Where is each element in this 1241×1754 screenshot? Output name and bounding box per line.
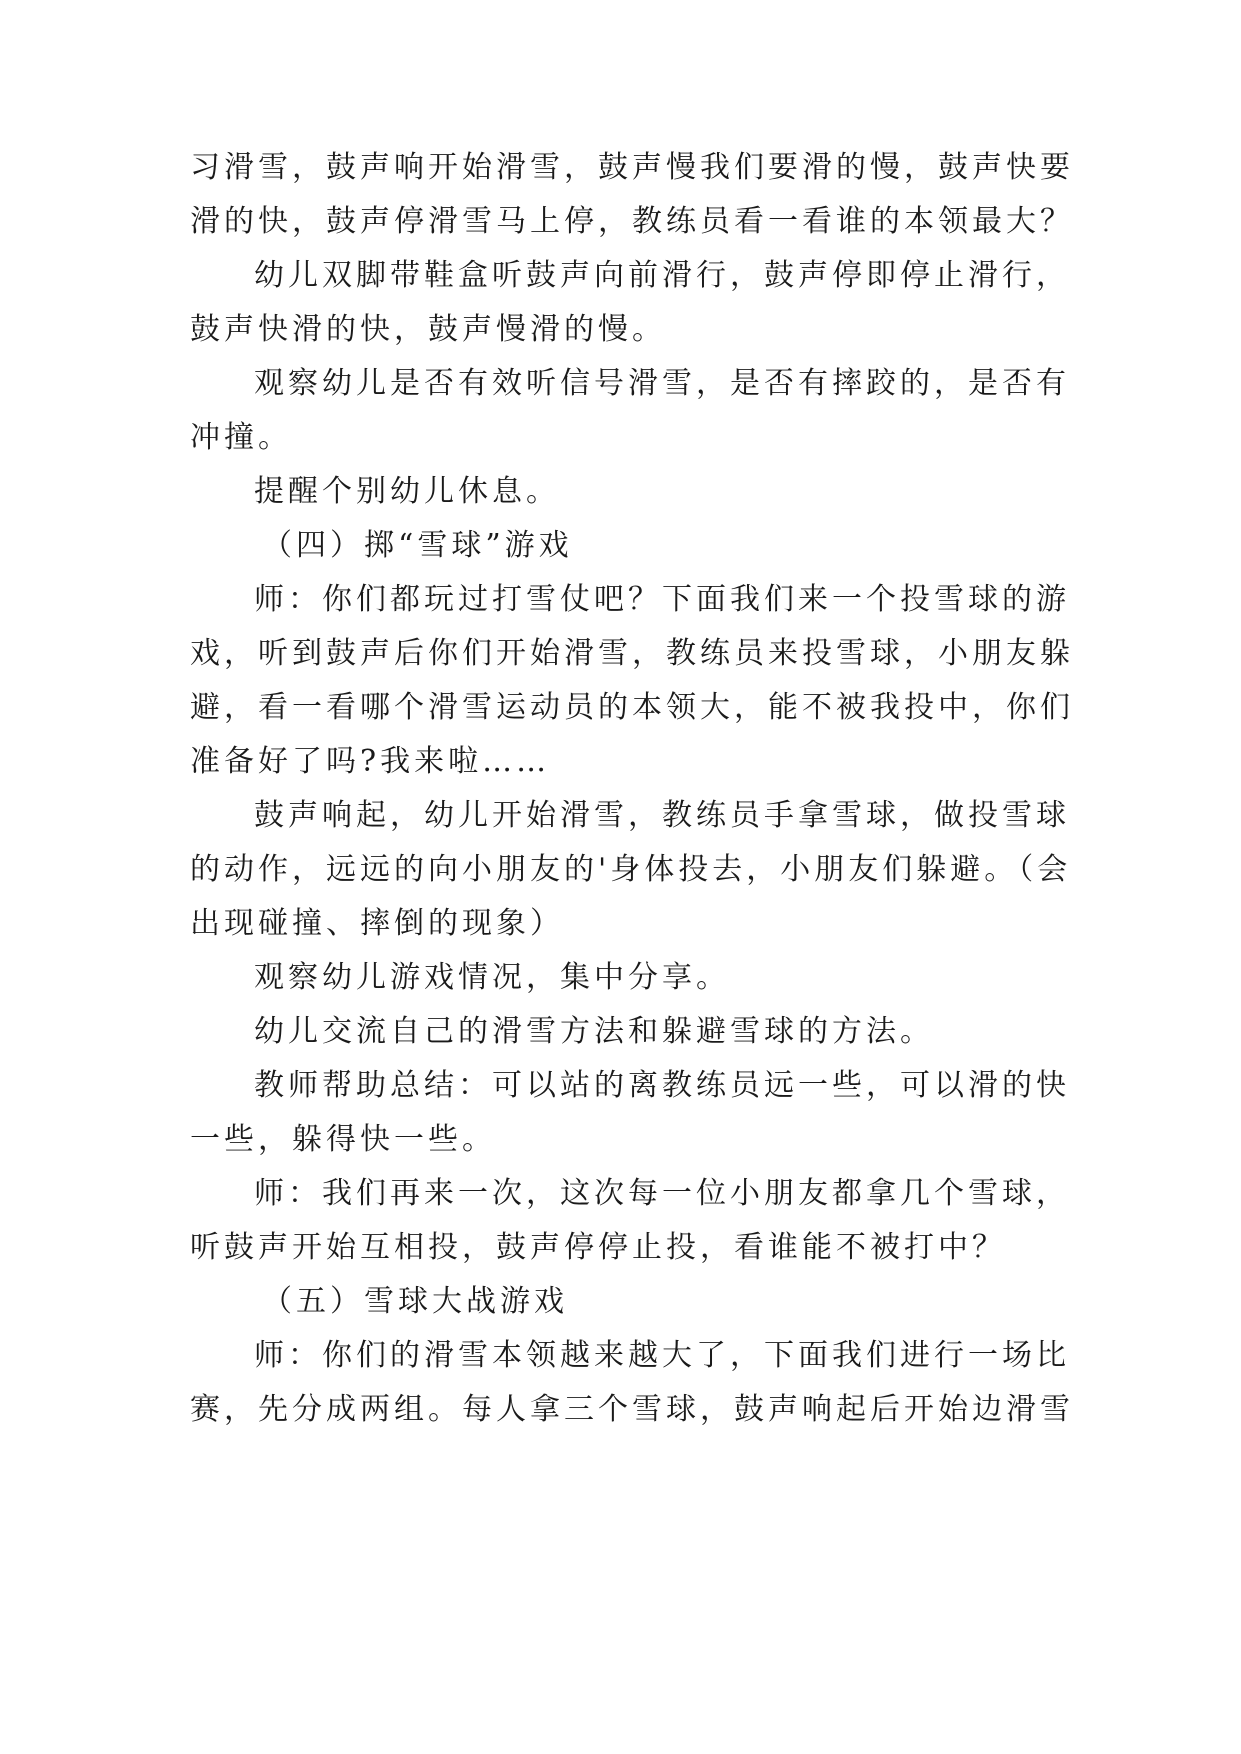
section-heading: （五）雪球大战游戏	[262, 1284, 568, 1319]
paragraph-line: 准备好了吗?我来啦……	[190, 744, 551, 779]
paragraph-line: 听鼓声开始互相投，鼓声停停止投，看谁能不被打中？	[190, 1230, 1006, 1265]
paragraph-line: 幼儿交流自己的滑雪方法和躲避雪球的方法。	[254, 1014, 934, 1049]
paragraph-line: 习滑雪，鼓声响开始滑雪，鼓声慢我们要滑的慢，鼓声快要	[190, 150, 1074, 185]
section-heading: （四）掷“雪球”游戏	[262, 528, 573, 563]
paragraph-line: 鼓声快滑的快，鼓声慢滑的慢。	[190, 312, 666, 347]
paragraph-line: 提醒个别幼儿休息。	[254, 474, 560, 509]
paragraph-line: 师：你们的滑雪本领越来越大了，下面我们进行一场比	[254, 1338, 1070, 1373]
paragraph-line: 冲撞。	[190, 420, 292, 455]
paragraph-line: 滑的快，鼓声停滑雪马上停，教练员看一看谁的本领最大？	[190, 204, 1074, 239]
paragraph-line: 师：你们都玩过打雪仗吧？下面我们来一个投雪球的游	[254, 582, 1070, 617]
paragraph-line: 鼓声响起，幼儿开始滑雪，教练员手拿雪球，做投雪球	[254, 798, 1070, 833]
paragraph-line: 教师帮助总结：可以站的离教练员远一些，可以滑的快	[254, 1068, 1070, 1103]
paragraph-line: 观察幼儿游戏情况，集中分享。	[254, 960, 730, 995]
paragraph-line: 赛，先分成两组。每人拿三个雪球，鼓声响起后开始边滑雪	[190, 1392, 1074, 1427]
paragraph-line: 观察幼儿是否有效听信号滑雪，是否有摔跤的，是否有	[254, 366, 1070, 401]
paragraph-line: 幼儿双脚带鞋盒听鼓声向前滑行，鼓声停即停止滑行，	[254, 258, 1070, 293]
paragraph-line: 一些，躲得快一些。	[190, 1122, 496, 1157]
paragraph-line: 避，看一看哪个滑雪运动员的本领大，能不被我投中，你们	[190, 690, 1074, 725]
paragraph-line: 出现碰撞、摔倒的现象）	[190, 906, 564, 941]
paragraph-line: 戏，听到鼓声后你们开始滑雪，教练员来投雪球，小朋友躲	[190, 636, 1074, 671]
paragraph-line: 的动作，远远的向小朋友的'身体投去，小朋友们躲避。（会	[190, 852, 1072, 887]
paragraph-line: 师：我们再来一次，这次每一位小朋友都拿几个雪球，	[254, 1176, 1070, 1211]
